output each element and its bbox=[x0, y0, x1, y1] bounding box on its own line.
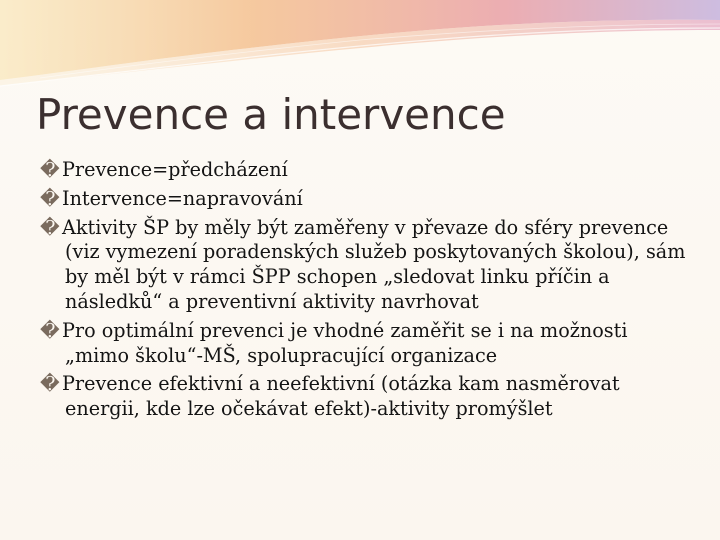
slide-title: Prevence a intervence bbox=[36, 90, 506, 139]
bullet-text: Prevence=předcházení bbox=[62, 158, 288, 181]
bullet-marker-icon: � bbox=[40, 158, 60, 181]
bullet-marker-icon: � bbox=[40, 318, 60, 342]
decorative-swoosh bbox=[0, 0, 720, 90]
bullet-list bbox=[40, 158, 690, 426]
bullet-marker-icon: � bbox=[40, 215, 60, 239]
bullet-item bbox=[40, 372, 690, 422]
bullet-item bbox=[40, 319, 690, 369]
bullet-text: Pro optimální prevenci je vhodné zaměřit se i na možnosti „mimo školu“-MŠ, spolupracující organizace bbox=[62, 318, 628, 367]
bullet-marker-icon: � bbox=[40, 372, 60, 396]
bullet-item bbox=[40, 158, 690, 183]
bullet-text: Prevence efektivní a neefektivní (otázka kam nasměrovat energii, kde lze očekávat efekt)-aktivity promýšlet bbox=[62, 372, 620, 421]
bullet-item bbox=[40, 187, 690, 212]
bullet-text: Aktivity ŠP by měly být zaměřeny v převaze do sféry prevence (viz vymezení poradenských služeb poskytovaných školou), sám by měl být v rámci ŠPP schopen „sledovat linku příčin a následků“ a preventivní aktivity navrhovat bbox=[62, 215, 686, 313]
bullet-item bbox=[40, 216, 690, 315]
bullet-text: Intervence=napravování bbox=[62, 186, 303, 210]
bullet-marker-icon: � bbox=[40, 186, 60, 210]
